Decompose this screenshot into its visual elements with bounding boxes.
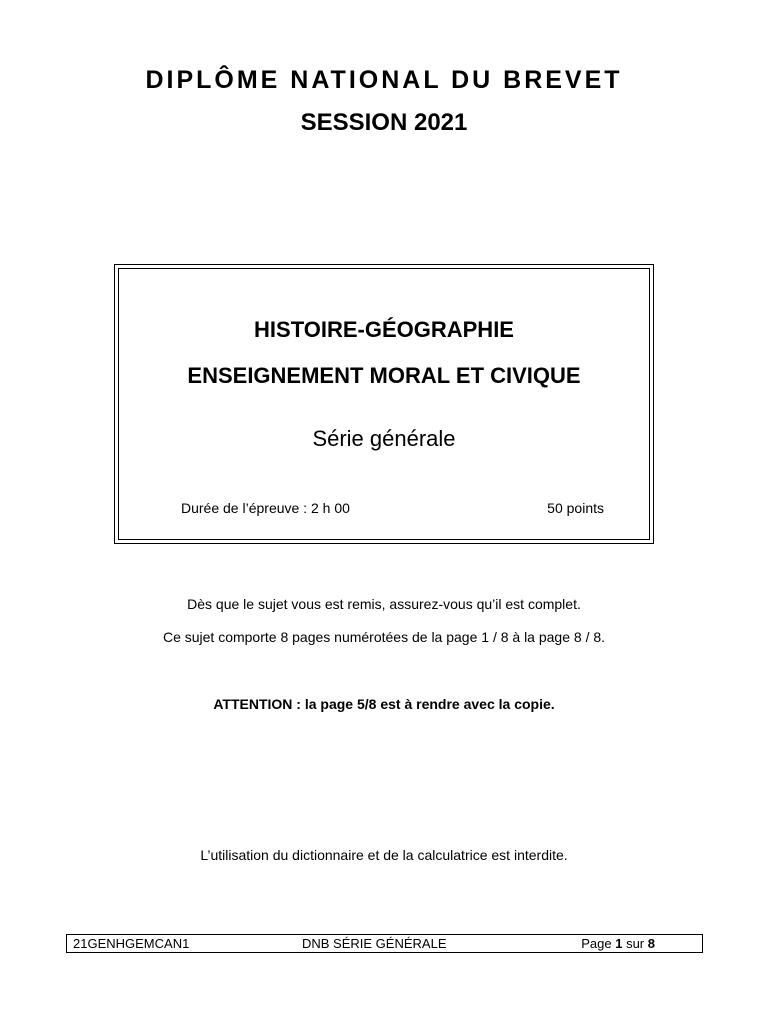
footer-page-label: Page [581,936,612,951]
subject-box-inner-border [118,268,650,540]
page-footer [66,934,703,953]
footer-page-current: 1 [615,936,623,951]
instruction-completeness: Dès que le sujet vous est remis, assurez-vous qu’il est complet. [187,596,581,612]
duration-text: Durée de l’épreuve : 2 h 00 [181,500,350,516]
points-text: 50 points [547,500,604,516]
footer-serie: DNB SÉRIE GÉNÉRALE [302,936,447,951]
exam-title: DIPLÔME NATIONAL DU BREVET [145,66,623,94]
serie-label: Série générale [312,426,456,451]
session-title: SESSION 2021 [300,109,468,136]
subject-line-1: HISTOIRE-GÉOGRAPHIE [254,317,514,342]
subject-box [114,264,654,544]
footer-page-total: 8 [647,936,655,951]
instruction-page-count: Ce sujet comporte 8 pages numérotées de la page 1 / 8 à la page 8 / 8. [162,629,606,645]
instruction-calculator: L’utilisation du dictionnaire et de la calculatrice est interdite. [200,847,568,863]
footer-code: 21GENHGEMCAN1 [73,936,190,951]
footer-page-separator: sur [626,936,645,951]
attention-notice: ATTENTION : la page 5/8 est à rendre avec la copie. [213,696,555,712]
subject-line-2: ENSEIGNEMENT MORAL ET CIVIQUE [187,363,581,388]
footer-page-number [581,936,655,951]
